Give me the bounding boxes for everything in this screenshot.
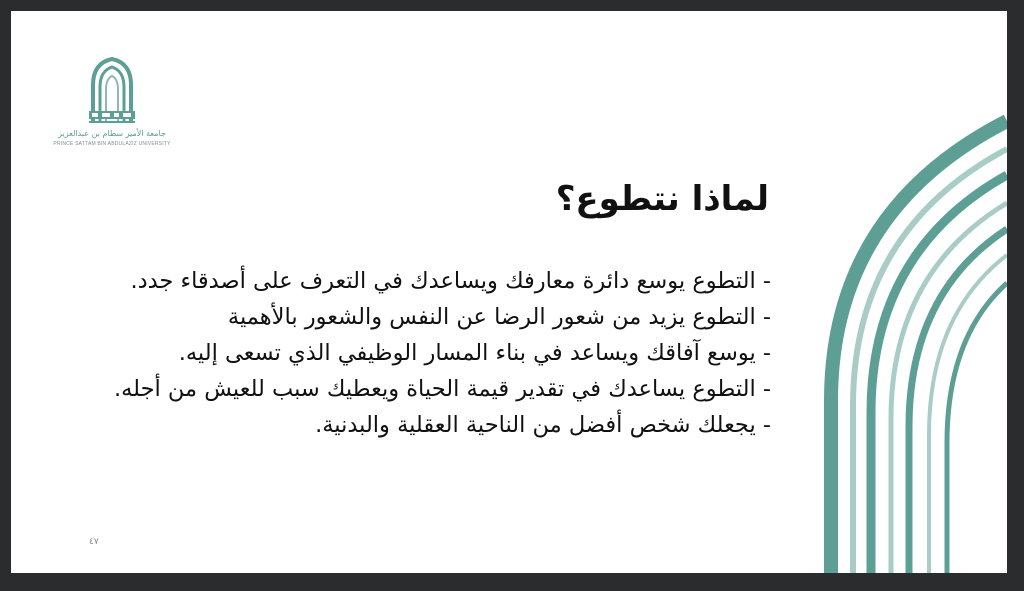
slide-page-number: ٤٧ bbox=[89, 537, 99, 547]
logo-arabic-name: جامعة الأمير سطام بن عبدالعزيز bbox=[58, 129, 166, 138]
bullet-item: - التطوع يساعدك في تقدير قيمة الحياة ويعطيك سبب للعيش من أجله. bbox=[113, 376, 771, 402]
university-arch-logo-icon bbox=[45, 51, 179, 129]
bullet-item: - يوسع آفاقك ويساعد في بناء المسار الوظيفي الذي تسعى إليه. bbox=[178, 340, 771, 366]
slide-title: لماذا نتطوع؟ bbox=[555, 179, 769, 219]
bullet-item: - التطوع يزيد من شعور الرضا عن النفس والشعور بالأهمية bbox=[227, 304, 771, 330]
bullet-list bbox=[81, 263, 771, 443]
bullet-item: - يجعلك شخص أفضل من الناحية العقلية والبدنية. bbox=[315, 412, 771, 438]
logo-english-name: PRINCE SATTAM BIN ABDULAZIZ UNIVERSITY bbox=[53, 141, 171, 147]
presentation-slide bbox=[11, 11, 1007, 573]
university-logo bbox=[45, 51, 179, 171]
arch-stripes-decoration bbox=[791, 101, 1007, 573]
bullet-item: - التطوع يوسع دائرة معارفك ويساعدك في التعرف على أصدقاء جدد. bbox=[130, 268, 771, 294]
